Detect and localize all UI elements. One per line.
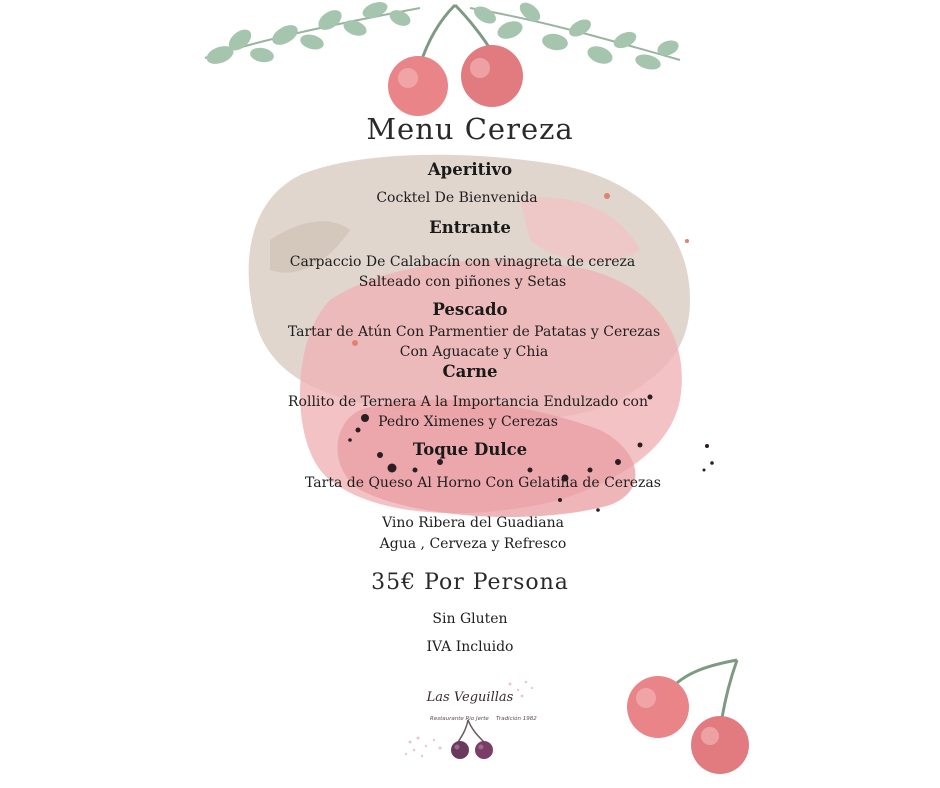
menu-item: Rollito de Ternera A la Importancia Endulzado con — [288, 394, 648, 410]
drink-item: Vino Ribera del Guadiana — [382, 515, 564, 531]
section-heading-carne: Carne — [442, 362, 498, 381]
menu-item: Salteado con piñones y Setas — [358, 274, 567, 290]
eucalyptus-leaves — [204, 0, 681, 72]
menu-item: Carpaccio De Calabacín con vinagreta de cereza — [289, 254, 636, 270]
section-heading-aperitivo: Aperitivo — [427, 160, 513, 179]
menu-item: Pedro Ximenes y Cerezas — [378, 414, 558, 430]
note-vat-included: IVA Incluido — [426, 639, 514, 655]
section-heading-entrante: Entrante — [429, 218, 511, 237]
logo-tagline-left: Restaurante Rio Jerte — [430, 716, 489, 722]
bottom-cherries — [627, 660, 749, 774]
note-gluten-free: Sin Gluten — [432, 611, 508, 627]
restaurant-logo — [400, 672, 540, 767]
logo-tagline-right: Tradición 1982 — [496, 716, 537, 722]
price-per-person: 35€ Por Persona — [371, 570, 569, 595]
menu-item: Tarta de Queso Al Horno Con Gelatina de Cerezas — [305, 475, 661, 491]
logo-name: Las Veguillas — [426, 690, 514, 705]
menu-item: Cocktel De Bienvenida — [376, 190, 538, 206]
menu-title: Menu Cereza — [366, 112, 574, 146]
menu-item: Tartar de Atún Con Parmentier de Patatas y Cerezas — [287, 324, 661, 340]
section-heading-pescado: Pescado — [432, 300, 508, 319]
drink-item: Agua , Cerveza y Refresco — [379, 536, 567, 552]
menu-item: Con Aguacate y Chia — [399, 344, 549, 360]
section-heading-toque-dulce: Toque Dulce — [412, 440, 528, 459]
